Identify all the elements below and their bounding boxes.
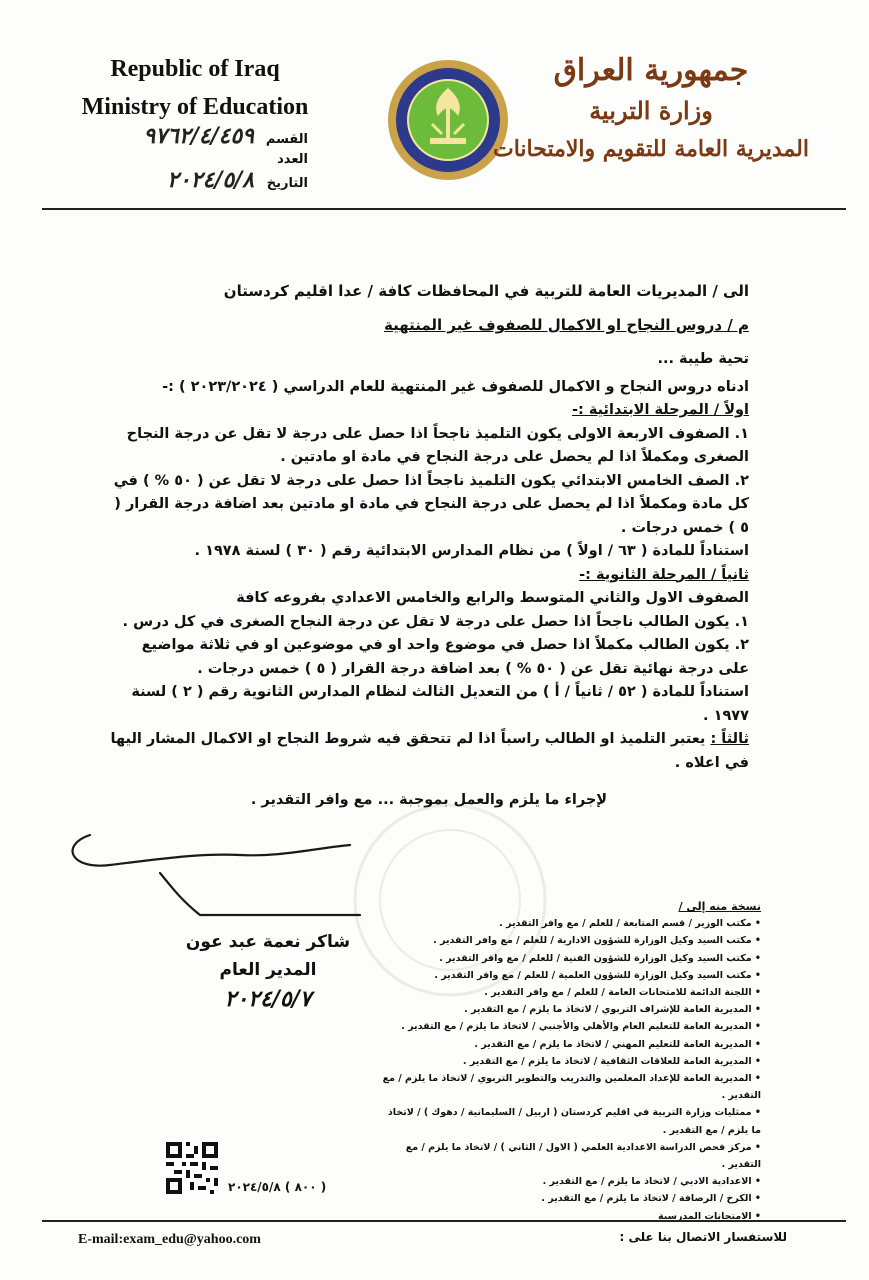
cc-title: نسخة منه إلى / xyxy=(678,900,761,913)
cc-item: • المديرية العامة للإعداد المعلمين والتدريب والتطوير التربوي / لاتخاذ ما يلزم / مع التقدير . xyxy=(381,1070,761,1104)
cc-item: • مكتب الوزير / قسم المتابعة / للعلم / مع وافر التقدير . xyxy=(381,915,761,932)
cc-item: • الكرخ / الرصافة / لاتخاذ ما يلزم / مع التقدير . xyxy=(381,1190,761,1207)
header-country: Republic of Iraq xyxy=(110,56,280,82)
greeting: تحية طيبة ... xyxy=(657,351,749,367)
section-1-reference: استناداً للمادة ( ٦٣ / اولاً ) من نظام المدارس الابتدائية رقم ( ٣٠ ) لسنة ١٩٧٨ . xyxy=(194,543,749,559)
intro: ادناه دروس النجاح و الاكمال للصفوف غير المنتهية للعام الدراسي ( ٢٠٢٣/٢٠٢٤ ) :- xyxy=(162,378,749,395)
footer-contact: للاستفسار الاتصال بنا على : xyxy=(619,1230,787,1244)
signature-date: ٢٠٢٤/٥/٧ xyxy=(224,986,312,1012)
header-ministry-ar: وزارة التربية xyxy=(589,96,713,125)
cc-item: • الاعدادية الادبي / لاتخاذ ما يلزم / مع التقدير . xyxy=(381,1173,761,1190)
section-1-item-1: ١. الصفوف الاربعة الاولى يكون التلميذ ناجحاً اذا حصل على درجة لا تقل عن درجة النجاح الصغرى ومكملاً اذا لم يحصل على درجة النجاح في مادة او مادتين . xyxy=(126,425,749,465)
meta-value: ٢٠٢٤/٥/٨ xyxy=(167,167,254,193)
ministry-english-header xyxy=(60,50,330,126)
header-country-ar: جمهورية العراق xyxy=(553,53,749,88)
meta-row-section xyxy=(88,123,308,150)
letter-subject: م / دروس النجاح او الاكمال للصفوف غير المنتهية xyxy=(383,316,749,334)
cc-item: • مكتب السيد وكيل الوزارة للشؤون الفنية / للعلم / مع وافر التقدير . xyxy=(381,950,761,967)
cc-item: • المديرية العامة للتعليم العام والأهلي والأجنبي / لاتخاذ ما يلزم / مع التقدير . xyxy=(381,1018,761,1035)
section-2-reference: استناداً للمادة ( ٥٢ / ثانياً / أ ) من التعديل الثالث لنظام المدارس الثانوية رقم ( ٢ ) لسنة ١٩٧٧ . xyxy=(131,684,749,724)
signatory-block xyxy=(168,928,368,984)
meta-label: القسم xyxy=(265,132,308,147)
closing-line: لإجراء ما يلزم والعمل بموجبة ... مع وافر التقدير . xyxy=(250,792,608,808)
cc-item: • المديرية العامة للإشراف التربوي / لاتخاذ ما يلزم / مع التقدير . xyxy=(381,1001,761,1018)
cc-item: • الامتحانات المدرسية xyxy=(381,1208,761,1225)
header-divider xyxy=(42,208,846,210)
section-2-title: ثانياً / المرحلة الثانوية :- xyxy=(579,566,749,583)
meta-value: ٩٧٦٢/٤/٤٥٩ xyxy=(143,123,254,149)
meta-label: العدد xyxy=(277,152,308,167)
section-1-item-2: ٢. الصف الخامس الابتدائي يكون التلميذ ناجحاً اذا حصل على درجة لا تقل عن ( ٥٠ % ) في كل مادة ومكملاً اذا لم يحصل على درجة النجاح في مادة او مادتين بعد اضافة درجة القرار ( ٥ ) خمس درجات . xyxy=(113,472,749,536)
section-1-title: اولاً / المرحلة الابتدائية :- xyxy=(571,402,749,418)
header-ministry: Ministry of Education xyxy=(81,94,309,120)
meta-row-date xyxy=(88,167,308,194)
letter-address: الى / المديريات العامة للتربية في المحافظات كافة / عدا اقليم كردستان xyxy=(223,282,749,300)
cc-list xyxy=(381,898,761,1225)
section-2-item-1: ١. يكون الطالب ناجحاً اذا حصل على درجة لا تقل عن درجة النجاح الصغرى في كل درس . xyxy=(122,613,749,630)
ministry-arabic-header xyxy=(491,50,811,168)
cc-item: • مكتب السيد وكيل الوزارة للشؤون العلمية / للعلم / مع وافر التقدير . xyxy=(381,967,761,984)
signatory-name: شاكر نعمة عبد عون xyxy=(185,932,351,952)
meta-label: التاريخ xyxy=(266,176,308,191)
section-2-item-2: ٢. يكون الطالب مكملاً اذا حصل في موضوع واحد او في موضوعين او في ثلاثة مواضيع على درجة نهائية تقل عن ( ٥٠ % ) بعد اضافة درجة القرار ( ٥ ) خمس درجات . xyxy=(141,637,749,677)
handwritten-signature xyxy=(50,815,380,925)
cc-item: • اللجنة الدائمة للامتحانات العامة / للعلم / مع وافر التقدير . xyxy=(381,984,761,1001)
cc-item: • مكتب السيد وكيل الوزارة للشؤون الادارية / للعلم / مع وافر التقدير . xyxy=(381,932,761,949)
header-directorate-ar: المديرية العامة للتقويم والامتحانات xyxy=(493,136,809,162)
cc-item: • المديرية العامة للعلاقات الثقافية / لاتخاذ ما يلزم / مع التقدير . xyxy=(381,1053,761,1070)
reference-stamp: ( ٨٠٠ ) ٢٠٢٤/٥/٨ xyxy=(228,1180,327,1194)
section-3-text: يعتبر التلميذ او الطالب راسباً اذا لم تتحقق فيه شروط النجاح او الاكمال المشار اليها في اعلاه . xyxy=(110,731,749,771)
cc-item: • المديرية العامة للتعليم المهني / لاتخاذ ما يلزم / مع التقدير . xyxy=(381,1036,761,1053)
section-3-title: ثالثاً : xyxy=(710,731,749,747)
qr-code-icon xyxy=(166,1142,218,1194)
cc-item: • ممثليات وزارة التربية في اقليم كردستان ( اربيل / السليمانية / دهوك ) / لاتخاذ ما يلزم / مع التقدير . xyxy=(381,1104,761,1138)
letter-body xyxy=(109,348,749,813)
footer-email[interactable]: E-mail:exam_edu@yahoo.com xyxy=(78,1232,261,1247)
footer-divider xyxy=(42,1220,846,1222)
cc-item: • مركز فحص الدراسة الاعدادية العلمي ( الاول / الثاني ) / لاتخاذ ما يلزم / مع التقدير . xyxy=(381,1139,761,1173)
section-2-intro: الصفوف الاول والثاني المتوسط والرابع والخامس الاعدادي بفروعه كافة xyxy=(236,590,749,606)
signatory-title: المدير العام xyxy=(219,960,317,980)
letter-meta xyxy=(88,123,308,194)
